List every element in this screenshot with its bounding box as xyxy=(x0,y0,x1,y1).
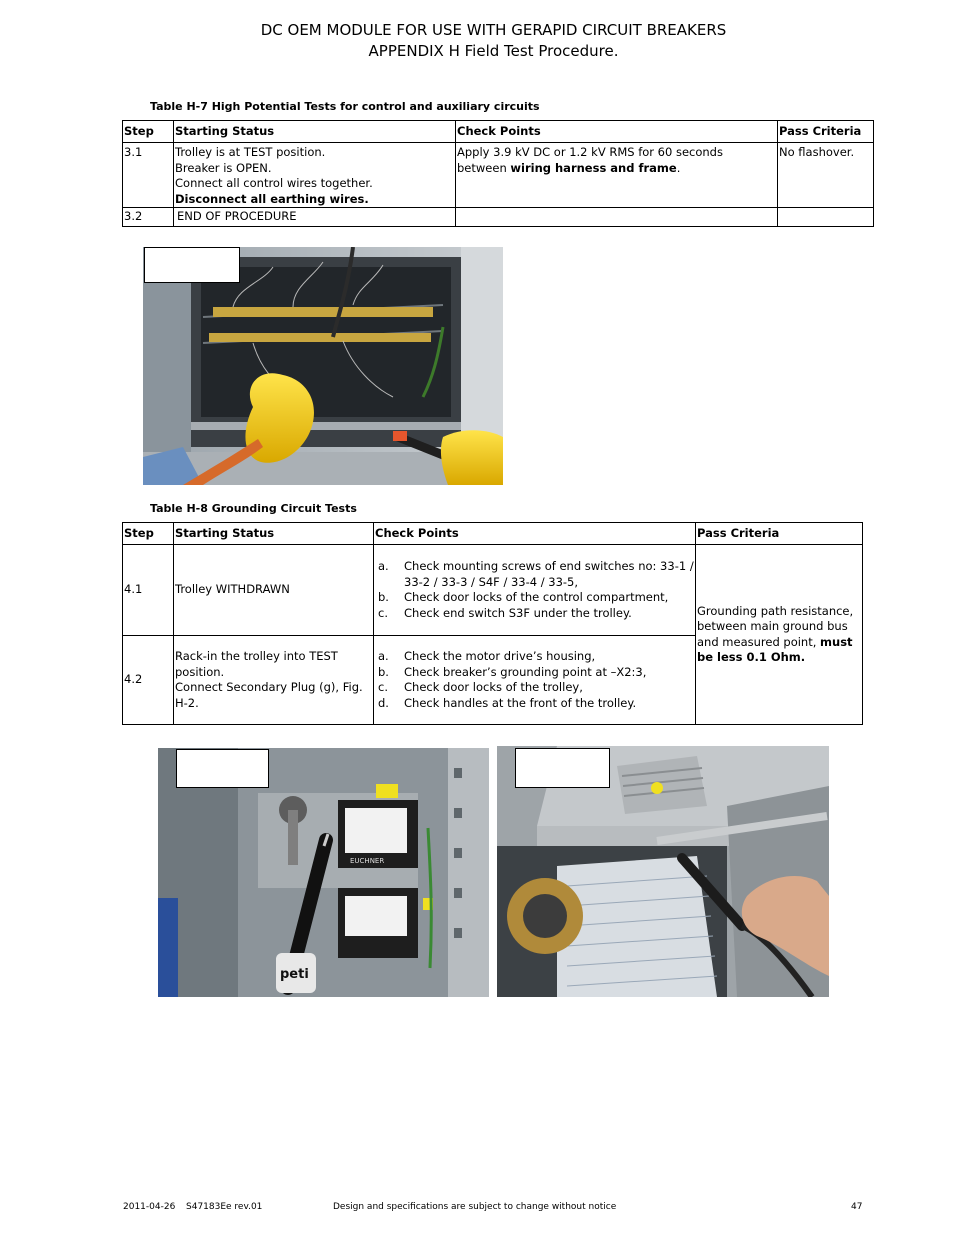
check-text-bold: wiring harness and frame xyxy=(510,160,677,175)
table-h7 xyxy=(122,120,874,227)
page-number: 47 xyxy=(851,1202,863,1212)
pass-cell xyxy=(696,545,863,725)
table-h8-caption: Table H-8 Grounding Circuit Tests xyxy=(150,502,357,515)
table-row xyxy=(123,143,874,208)
status-cell: Trolley WITHDRAWN xyxy=(174,545,374,636)
status-line: Breaker is OPEN. xyxy=(175,160,272,175)
header-starting-status: Starting Status xyxy=(174,523,374,545)
table-row xyxy=(123,208,874,227)
page-title-line2: APPENDIX H Field Test Procedure. xyxy=(368,42,619,60)
step-cell: 3.1 xyxy=(123,143,174,208)
photo-trolley-grounding xyxy=(497,746,829,997)
check-text-end: . xyxy=(676,160,681,175)
status-line: Connect all control wires together. xyxy=(175,176,373,190)
check-cell xyxy=(374,636,696,725)
pass-text: Grounding path resistance, between main ground bus and measured point, xyxy=(697,603,854,649)
pass-text-bold: must be less 0.1 Ohm. xyxy=(697,634,853,664)
table-row xyxy=(123,545,863,636)
list-item: b. Check door locks of the control compartment, xyxy=(378,590,669,604)
list-item: a. Check mounting screws of end switches no: 33-1 / 33-2 / 33-3 / S4F / 33-4 / 33-5, xyxy=(378,559,694,589)
check-cell xyxy=(374,545,696,636)
pass-cell: No flashover. xyxy=(778,143,874,208)
probe-label: peti xyxy=(280,967,309,982)
table-h7-caption: Table H-7 High Potential Tests for control and auxiliary circuits xyxy=(150,100,540,113)
pass-cell xyxy=(778,208,874,227)
list-item: d. Check handles at the front of the trolley. xyxy=(378,695,637,710)
step-cell: 3.2 xyxy=(123,208,174,227)
status-line: Trolley is at TEST position. xyxy=(175,145,326,159)
header-step: Step xyxy=(123,523,174,545)
photo-label-box xyxy=(144,247,240,283)
header-starting-status: Starting Status xyxy=(174,121,456,143)
table-h8-header-row xyxy=(123,523,863,545)
header-step: Step xyxy=(123,121,174,143)
check-list xyxy=(375,559,694,621)
status-cell xyxy=(174,143,456,208)
list-item: a. Check the motor drive’s housing, xyxy=(378,649,596,663)
footer-doc-number: S47183Ee rev.01 xyxy=(186,1202,263,1212)
check-text: Apply 3.9 kV DC or 1.2 kV RMS for 60 seconds between xyxy=(457,145,723,175)
check-list xyxy=(375,649,694,711)
status-cell xyxy=(174,636,374,725)
footer-date: 2011-04-26 xyxy=(123,1202,176,1212)
header-pass-criteria: Pass Criteria xyxy=(696,523,863,545)
check-cell xyxy=(456,208,778,227)
photo-end-switches xyxy=(158,748,489,997)
photo-control-cabinet xyxy=(143,247,503,485)
switch-brand-label: EUCHNER xyxy=(350,857,385,865)
list-item: c. Check door locks of the trolley, xyxy=(378,680,583,694)
status-line: Connect Secondary Plug (g), Fig. H-2. xyxy=(175,680,363,710)
status-line: Rack-in the trolley into TEST position. xyxy=(175,649,338,679)
header-check-points: Check Points xyxy=(456,121,778,143)
table-h7-header-row xyxy=(123,121,874,143)
table-h8 xyxy=(122,522,863,725)
step-cell: 4.1 xyxy=(123,545,174,636)
status-cell: END OF PROCEDURE xyxy=(174,208,456,227)
step-cell: 4.2 xyxy=(123,636,174,725)
header-pass-criteria: Pass Criteria xyxy=(778,121,874,143)
check-cell xyxy=(456,143,778,208)
list-item: c. Check end switch S3F under the trolley. xyxy=(378,605,632,620)
photo-label-box xyxy=(515,748,610,788)
photo-label-box xyxy=(176,749,269,788)
footer-notice: Design and specifications are subject to change without notice xyxy=(333,1202,617,1212)
header-check-points: Check Points xyxy=(374,523,696,545)
list-item: b. Check breaker’s grounding point at –X2:3, xyxy=(378,664,647,679)
page-title-line1: DC OEM MODULE FOR USE WITH GERAPID CIRCUIT BREAKERS xyxy=(260,21,727,39)
status-line-bold: Disconnect all earthing wires. xyxy=(175,191,369,206)
